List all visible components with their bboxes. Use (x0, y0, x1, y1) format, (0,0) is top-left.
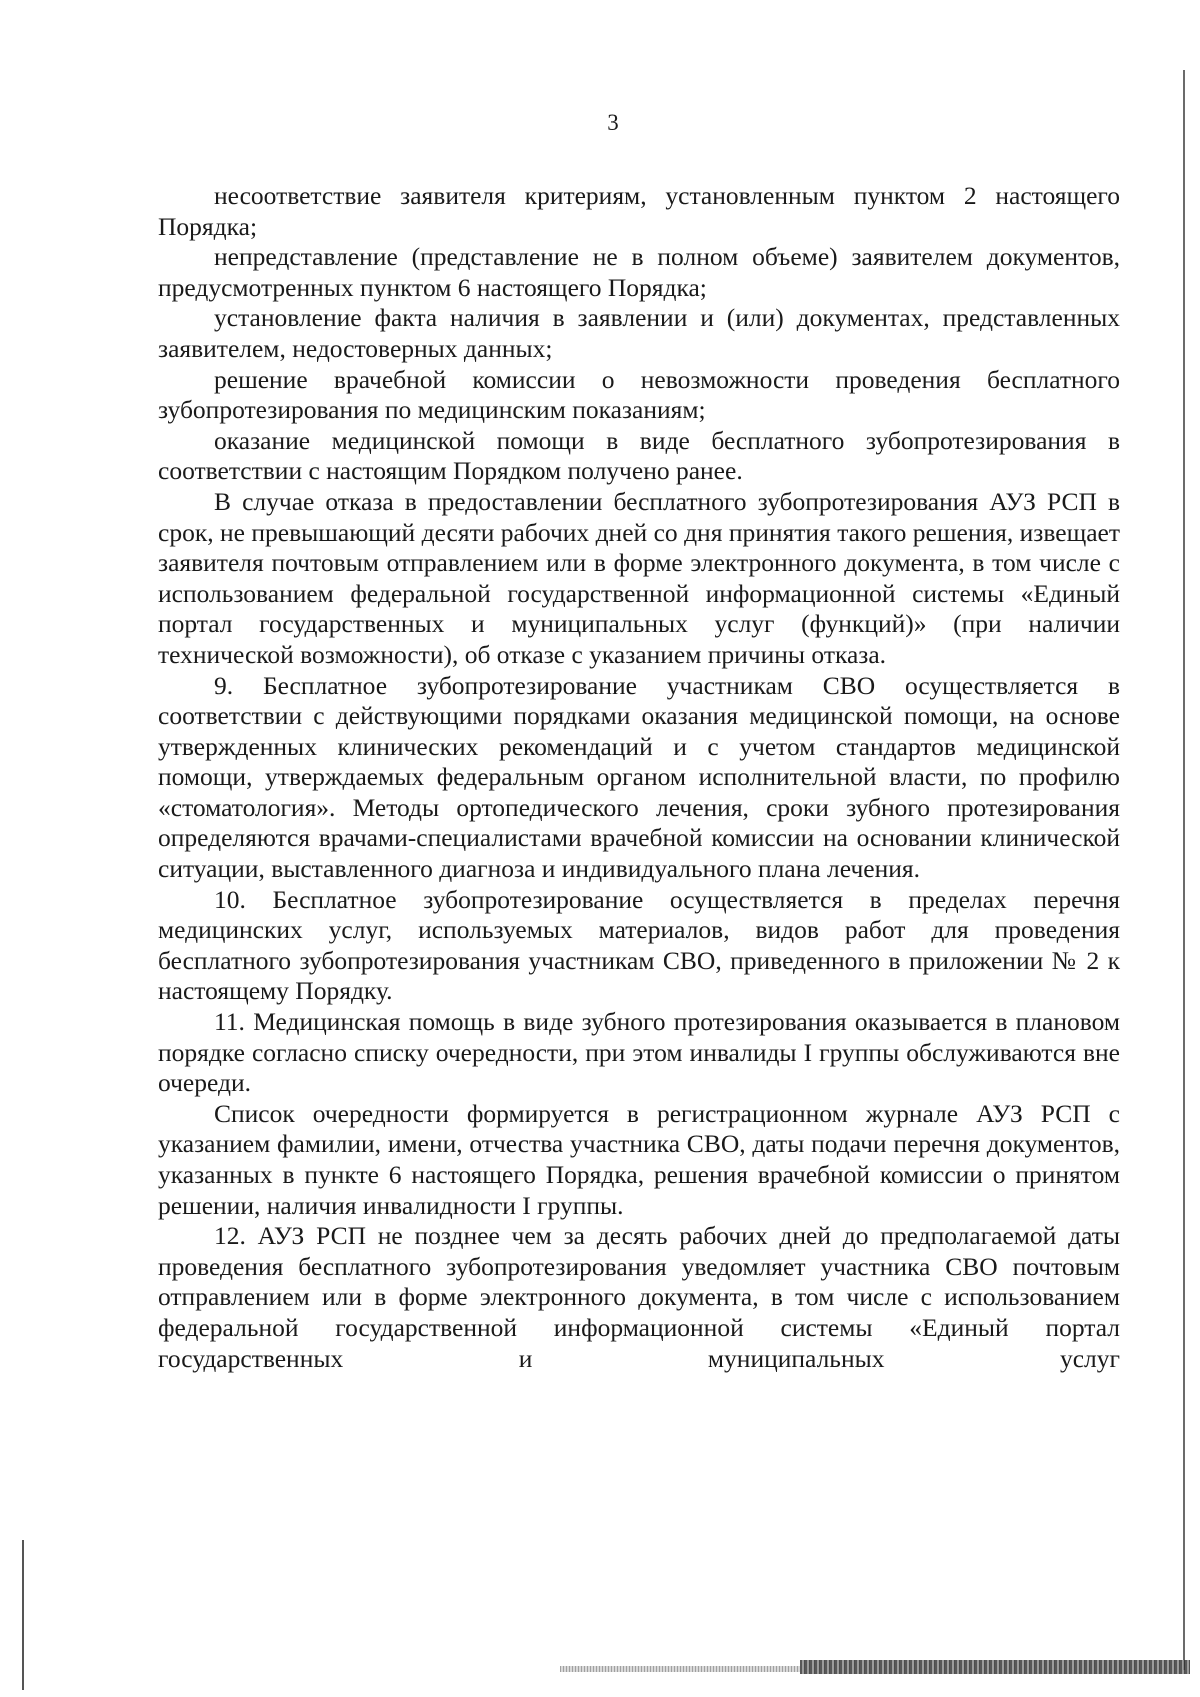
document-body (158, 181, 1120, 1374)
paragraph: 11. Медицинская помощь в виде зубного протезирования оказывается в плановом порядке согласно списку очередности, при этом инвалиды I группы обслуживаются вне очереди. (158, 1007, 1120, 1098)
paragraph: установление факта наличия в заявлении и (или) документах, представленных заявителем, недостоверных данных; (158, 303, 1120, 363)
paragraph: 9. Бесплатное зубопротезирование участникам СВО осуществляется в соответствии с действующими порядками оказания медицинской помощи, на основе утвержденных клинических рекомендаций и с учетом стандартов медицинской помощи, утверждаемых федеральным органом исполнительной власти, по профилю «стоматология». Методы ортопедического лечения, сроки зубного протезирования определяются врачами-специалистами врачебной комиссии на основании клинической ситуации, выставленного диагноза и индивидуального плана лечения. (158, 670, 1120, 884)
paragraph: В случае отказа в предоставлении бесплатного зубопротезирования АУЗ РСП в срок, не превышающий десяти рабочих дней со дня принятия такого решения, извещает заявителя почтовым отправлением или в форме электронного документа, в том числе с использованием федеральной государственной информационной системы «Единый портал государственных и муниципальных услуг (функций)» (при наличии технической возможности), об отказе с указанием причины отказа. (158, 486, 1120, 669)
scan-noise-band-dark (800, 1660, 1190, 1674)
paragraph: Список очередности формируется в регистрационном журнале АУЗ РСП с указанием фамилии, имени, отчества участника СВО, даты подачи перечня документов, указанных в пункте 6 настоящего Порядка, решения врачебной комиссии о принятом решении, наличия инвалидности I группы. (158, 1098, 1120, 1220)
paragraph: несоответствие заявителя критериям, установленным пунктом 2 настоящего Порядка; (158, 181, 1120, 241)
paragraph: решение врачебной комиссии о невозможности проведения бесплатного зубопротезирования по медицинским показаниям; (158, 364, 1120, 425)
scan-edge-line (1183, 70, 1185, 1670)
paragraph: оказание медицинской помощи в виде бесплатного зубопротезирования в соответствии с настоящим Порядком получено ранее. (158, 425, 1120, 486)
page-number: 3 (607, 110, 619, 135)
paragraph: непредставление (представление не в полном объеме) заявителем документов, предусмотренных пунктом 6 настоящего Порядка; (158, 242, 1120, 302)
scan-edge-line-left (22, 1540, 24, 1690)
paragraph: 12. АУЗ РСП не позднее чем за десять рабочих дней до предполагаемой даты проведения бесплатного зубопротезирования уведомляет участника СВО почтовым отправлением или в форме электронного документа, в том числе с использованием федеральной государственной информационной системы «Единый портал государственных и муниципальных услуг (158, 1221, 1120, 1373)
paragraph: 10. Бесплатное зубопротезирование осуществляется в пределах перечня медицинских услуг, используемых материалов, видов работ для проведения бесплатного зубопротезирования участникам СВО, приведенного в приложении № 2 к настоящему Порядку. (158, 884, 1120, 1006)
scan-noise-band (560, 1666, 800, 1672)
